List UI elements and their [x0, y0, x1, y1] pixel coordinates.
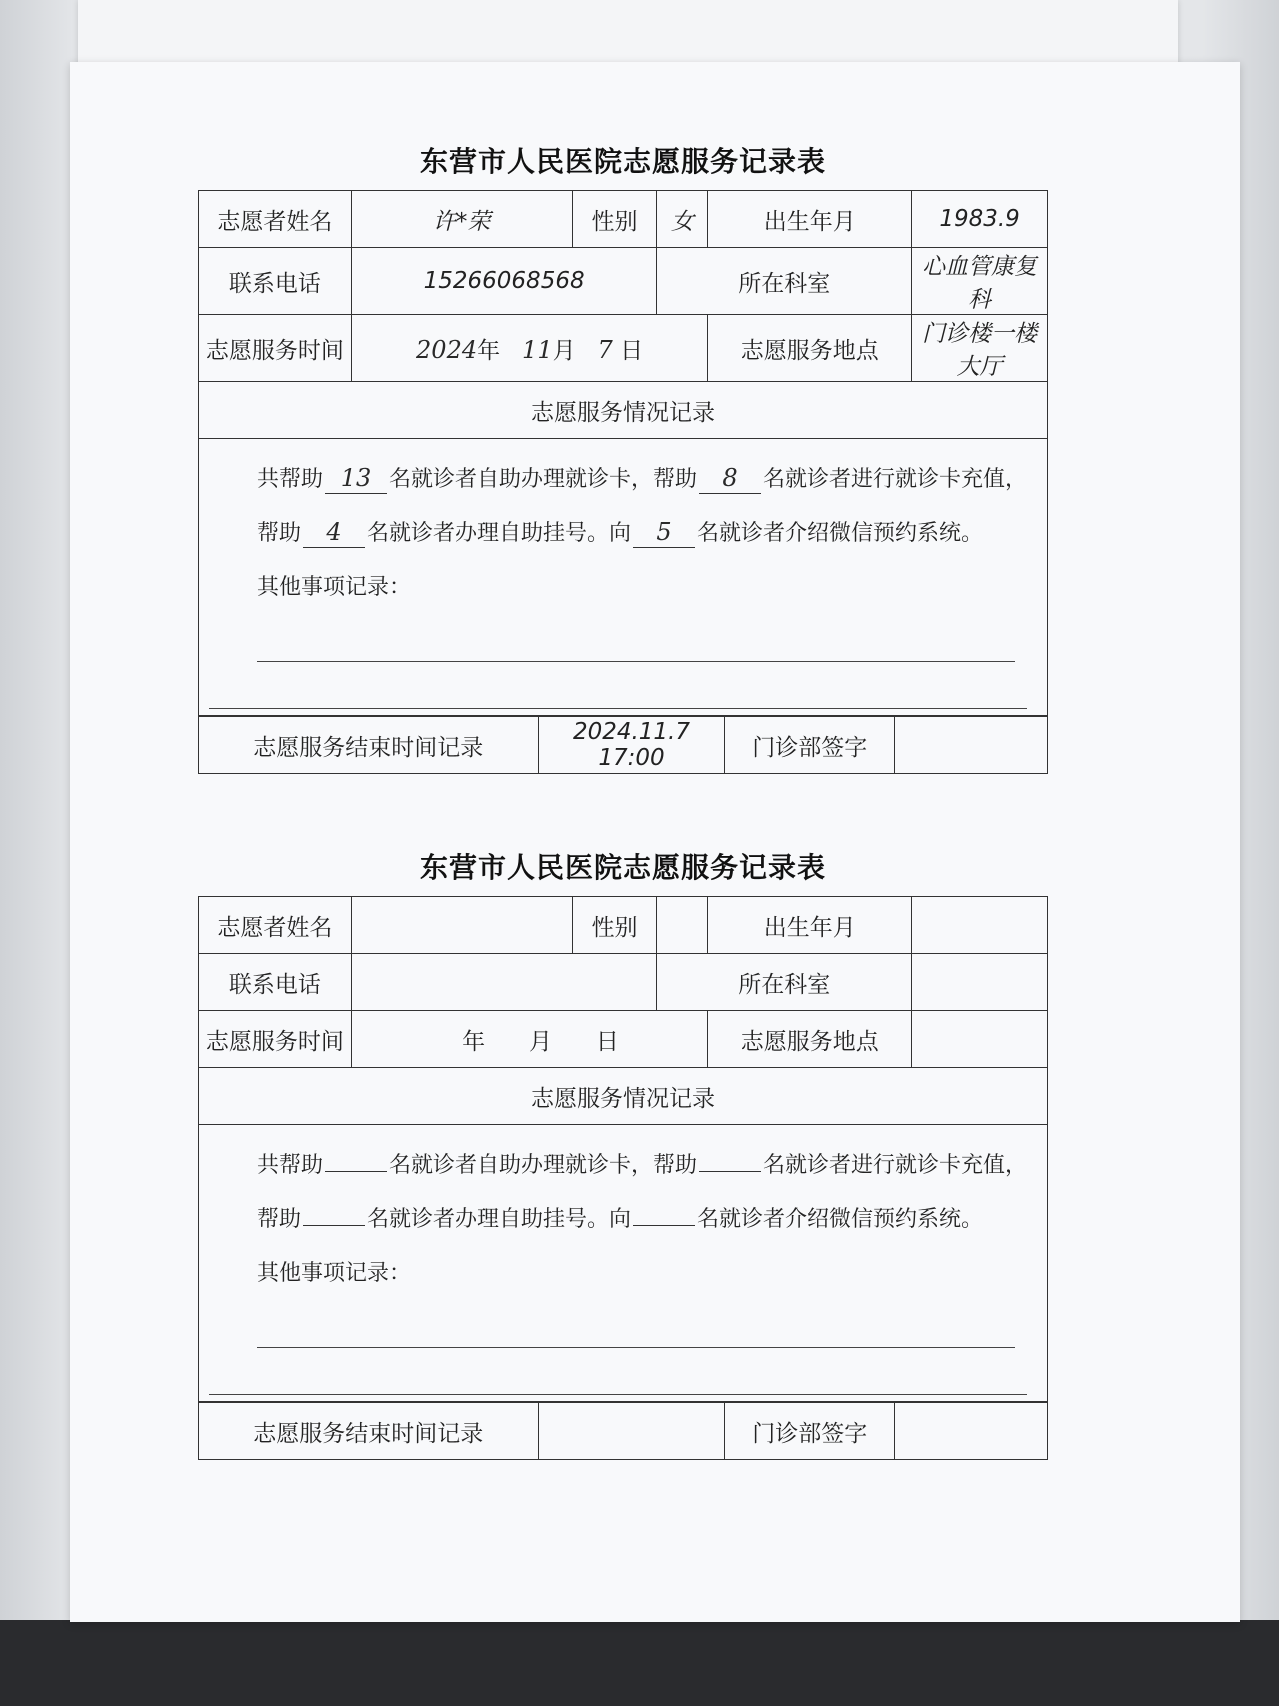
time-label: 志愿服务时间 — [199, 315, 352, 382]
record-text: 名就诊者介绍微信预约系统。 — [697, 521, 984, 546]
record-line-1 — [209, 453, 1037, 561]
footer-table — [198, 716, 1048, 774]
count-register-blank[interactable]: 4 — [303, 517, 365, 548]
other-items-line-1[interactable] — [257, 615, 1015, 662]
time-value[interactable] — [351, 315, 708, 382]
month-unit: 月 — [552, 337, 576, 364]
count-wechat-blank[interactable] — [633, 1225, 695, 1226]
end-time-value[interactable]: 2024.11.7 17:00 — [538, 717, 725, 774]
end-time-label: 志愿服务结束时间记录 — [199, 717, 539, 774]
record-text: 共帮助 — [257, 467, 324, 492]
other-items-label: 其他事项记录： — [257, 575, 412, 600]
record-text: 共帮助 — [257, 1153, 324, 1178]
section-heading: 志愿服务情况记录 — [199, 382, 1048, 439]
footer-table — [198, 1402, 1048, 1460]
gender-label: 性别 — [572, 897, 657, 954]
place-value[interactable] — [912, 1011, 1048, 1068]
form-title: 东营市人民医院志愿服务记录表 — [419, 145, 826, 178]
dept-label: 所在科室 — [657, 248, 912, 315]
name-value[interactable]: 许*荣 — [351, 191, 572, 248]
other-items-line-2[interactable] — [209, 662, 1027, 709]
dept-label: 所在科室 — [657, 954, 912, 1011]
day-unit: 日 — [595, 1028, 619, 1055]
dept-value[interactable]: 心血管康复科 — [912, 248, 1048, 315]
service-record — [198, 439, 1048, 716]
year-value: 2024 — [416, 335, 478, 364]
gender-label: 性别 — [572, 191, 657, 248]
desk-surface — [0, 1620, 1279, 1706]
sign-value[interactable] — [895, 717, 1048, 774]
record-line-1 — [209, 1139, 1037, 1247]
sign-label: 门诊部签字 — [725, 1403, 895, 1460]
birth-value[interactable] — [912, 897, 1048, 954]
other-items-line-2[interactable] — [209, 1348, 1027, 1395]
month-unit: 月 — [529, 1028, 553, 1055]
phone-value[interactable]: 15266068568 — [351, 248, 657, 315]
count-card-blank[interactable] — [325, 1171, 387, 1172]
gender-value[interactable]: 女 — [657, 191, 708, 248]
year-unit: 年 — [462, 1028, 486, 1055]
service-record — [198, 1125, 1048, 1402]
place-label: 志愿服务地点 — [708, 1011, 912, 1068]
count-card-blank[interactable]: 13 — [325, 463, 387, 494]
record-text: 名就诊者办理自助挂号。向 — [367, 521, 632, 546]
end-time-value[interactable] — [538, 1403, 725, 1460]
record-text: 名就诊者进行就诊卡充值，帮助 — [257, 1153, 1028, 1232]
count-recharge-blank[interactable] — [699, 1171, 761, 1172]
count-wechat-blank[interactable]: 5 — [633, 517, 695, 548]
record-text: 名就诊者进行就诊卡充值，帮助 — [257, 467, 1028, 546]
name-label: 志愿者姓名 — [199, 191, 352, 248]
section-heading: 志愿服务情况记录 — [199, 1068, 1048, 1125]
birth-label: 出生年月 — [708, 191, 912, 248]
day-unit: 日 — [620, 337, 644, 364]
record-form-2 — [198, 840, 1048, 1460]
other-items-line-1[interactable] — [257, 1301, 1015, 1348]
end-time-label: 志愿服务结束时间记录 — [199, 1403, 539, 1460]
count-register-blank[interactable] — [303, 1225, 365, 1226]
sign-label: 门诊部签字 — [725, 717, 895, 774]
phone-value[interactable] — [351, 954, 657, 1011]
year-unit: 年 — [477, 337, 501, 364]
other-items-label: 其他事项记录： — [257, 1261, 412, 1286]
record-text: 名就诊者办理自助挂号。向 — [367, 1207, 632, 1232]
info-table — [198, 896, 1048, 1125]
sign-value[interactable] — [895, 1403, 1048, 1460]
name-value[interactable] — [351, 897, 572, 954]
birth-value[interactable]: 1983.9 — [912, 191, 1048, 248]
record-text: 名就诊者自助办理就诊卡，帮助 — [389, 1153, 698, 1178]
time-value[interactable] — [351, 1011, 708, 1068]
phone-label: 联系电话 — [199, 248, 352, 315]
record-text: 名就诊者介绍微信预约系统。 — [697, 1207, 984, 1232]
dept-value[interactable] — [912, 954, 1048, 1011]
birth-label: 出生年月 — [708, 897, 912, 954]
count-recharge-blank[interactable]: 8 — [699, 463, 761, 494]
place-value[interactable]: 门诊楼一楼大厅 — [912, 315, 1048, 382]
record-form-1 — [198, 134, 1048, 774]
name-label: 志愿者姓名 — [199, 897, 352, 954]
time-label: 志愿服务时间 — [199, 1011, 352, 1068]
record-text: 名就诊者自助办理就诊卡，帮助 — [389, 467, 698, 492]
month-value: 11 — [522, 335, 553, 364]
paper-sheet — [70, 62, 1240, 1622]
place-label: 志愿服务地点 — [708, 315, 912, 382]
form-title: 东营市人民医院志愿服务记录表 — [419, 851, 826, 884]
day-value: 7 — [597, 335, 613, 364]
gender-value[interactable] — [657, 897, 708, 954]
phone-label: 联系电话 — [199, 954, 352, 1011]
info-table — [198, 190, 1048, 439]
